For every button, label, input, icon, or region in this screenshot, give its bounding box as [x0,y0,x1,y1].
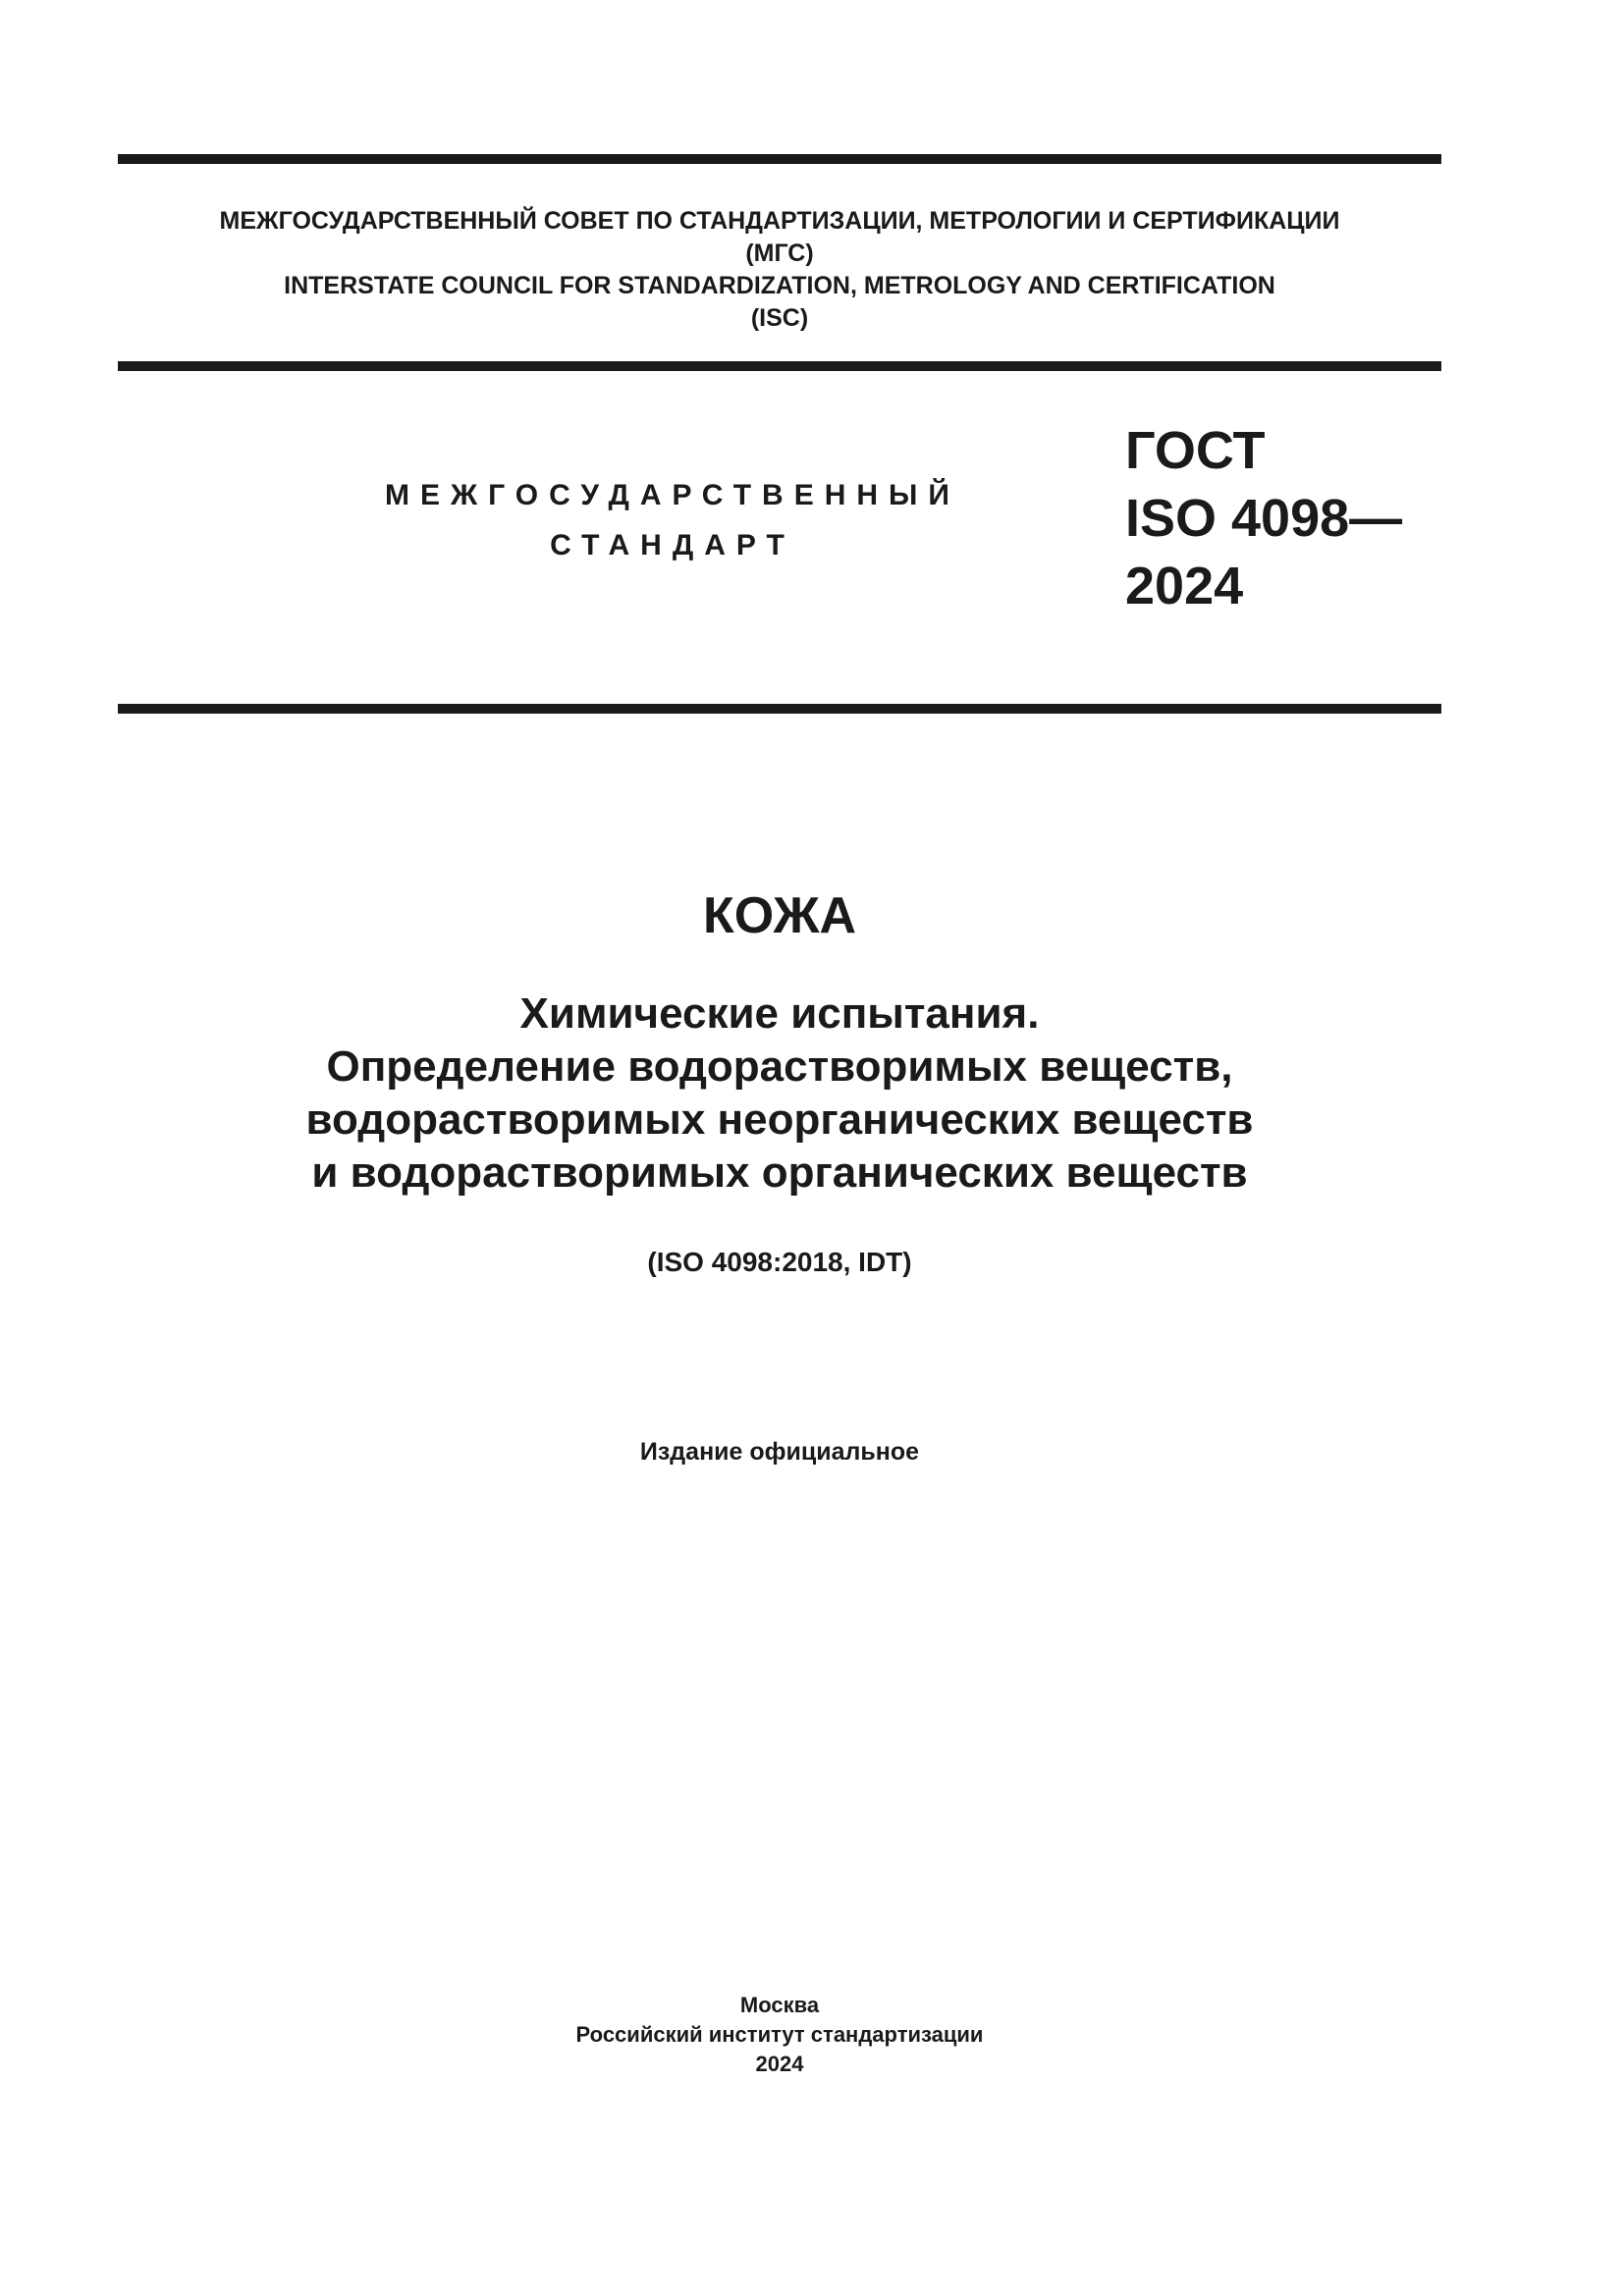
imprint-city: Москва [739,1993,820,2017]
document-subtitle [118,988,1441,1200]
council-abbr-ru: (МГС) [745,240,814,267]
subtitle-line: Определение водорастворимых веществ, [326,1042,1233,1091]
standard-type [295,470,1051,570]
standard-type-line: МЕЖГОСУДАРСТВЕННЫЙ [385,479,960,511]
council-name-en: INTERSTATE COUNCIL FOR STANDARDIZATION, METROLOGY AND CERTIFICATION [284,272,1275,299]
designation-line: ГОСТ [1125,421,1266,480]
document-title: КОЖА [702,887,857,944]
subtitle-line: водорастворимых неорганических веществ [305,1095,1254,1144]
imprint [118,1991,1441,2079]
edition-note: Издание официальное [639,1438,920,1466]
imprint-publisher: Российский институт стандартизации [575,2022,984,2047]
council-block [118,205,1441,335]
top-rule [118,154,1441,164]
header-rule [118,704,1441,714]
iso-reference: (ISO 4098:2018, IDT) [647,1247,912,1277]
subtitle-line: Химические испытания. [519,989,1040,1038]
imprint-year: 2024 [755,2052,804,2076]
council-rule [118,361,1441,371]
standard-type-line: СТАНДАРТ [550,529,795,561]
subtitle-line: и водорастворимых органических веществ [311,1148,1248,1197]
designation-line: ISO 4098— [1125,489,1403,548]
council-abbr-en: (ISC) [750,304,809,332]
designation [1125,417,1402,620]
designation-line: 2024 [1125,557,1244,615]
council-name-ru: МЕЖГОСУДАРСТВЕННЫЙ СОВЕТ ПО СТАНДАРТИЗАЦИИ, МЕТРОЛОГИИ И СЕРТИФИКАЦИИ [219,207,1340,235]
